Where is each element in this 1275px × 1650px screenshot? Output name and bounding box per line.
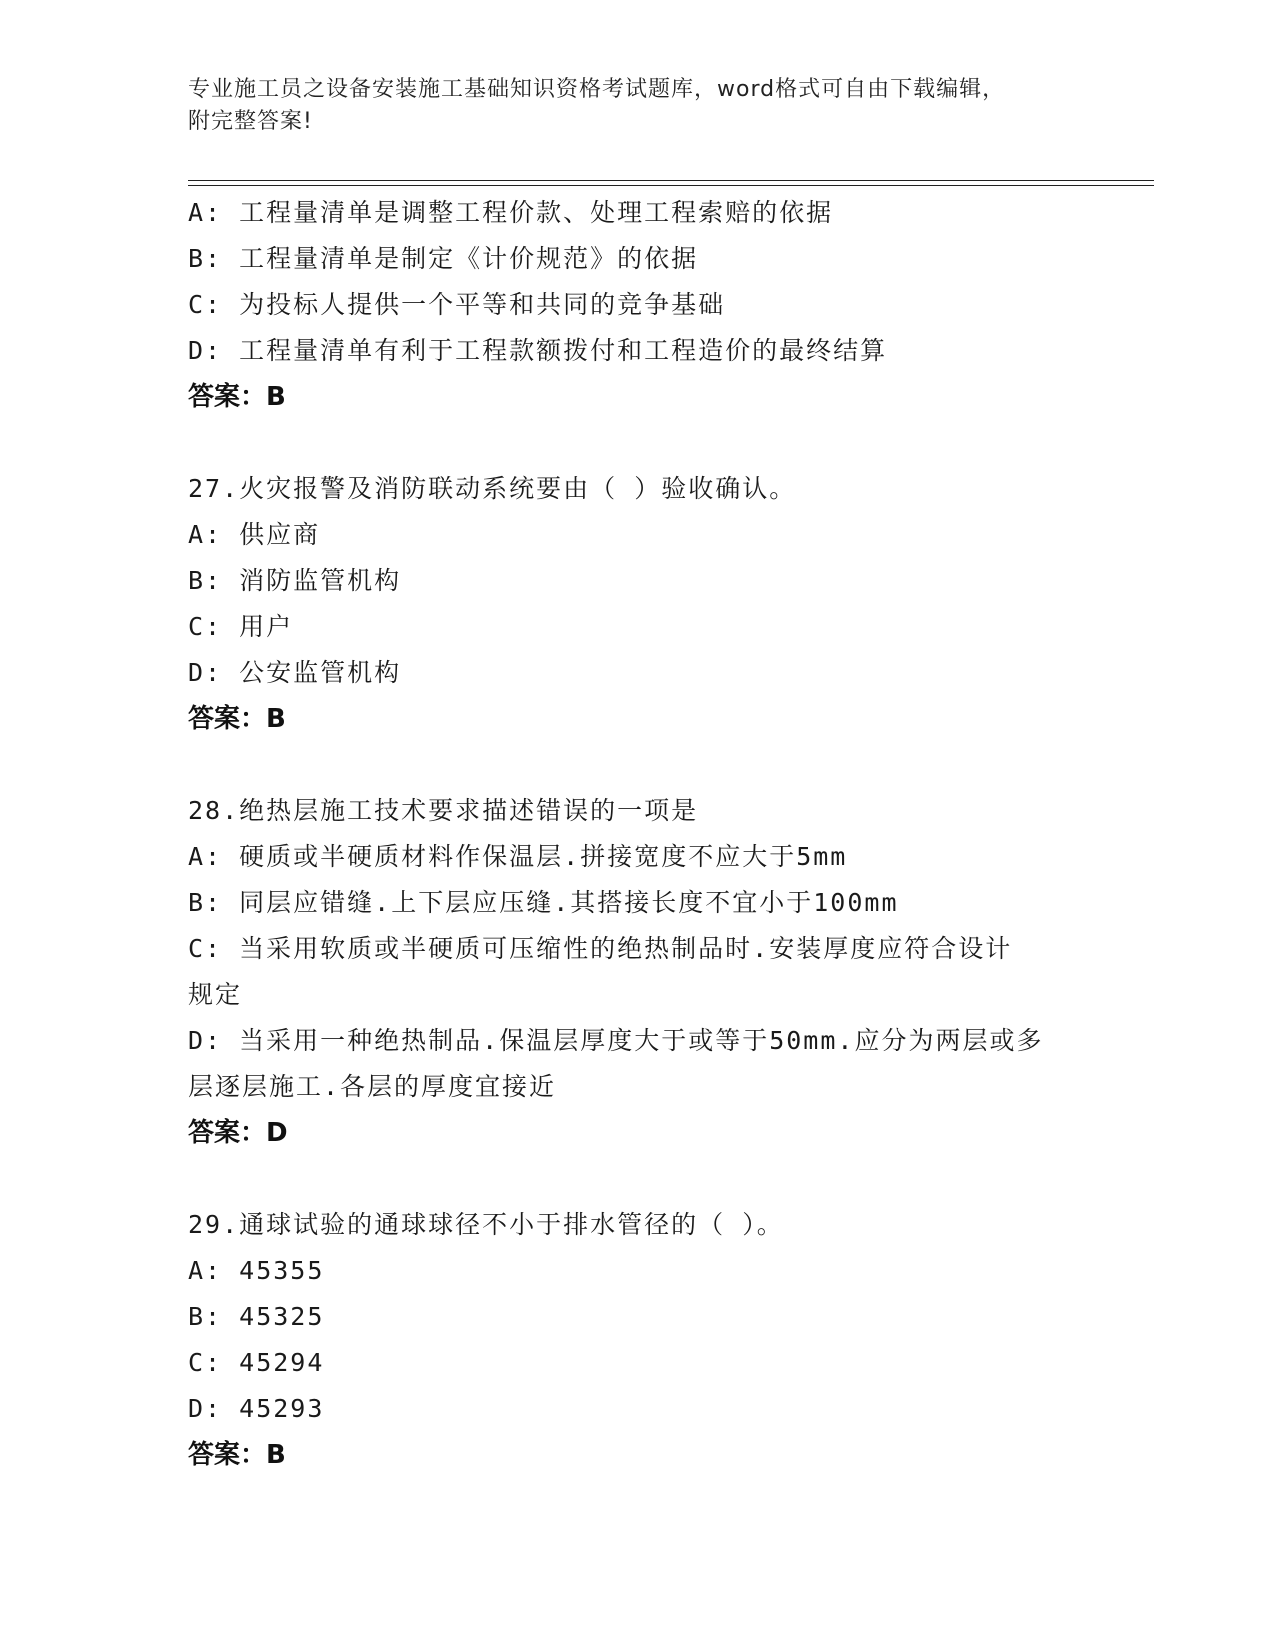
question-26 — [188, 190, 1088, 420]
option-d: D: 45293 — [188, 1394, 325, 1423]
header-line-2: 附完整答案! — [188, 109, 313, 134]
question-29 — [188, 1202, 1088, 1478]
answer: 答案：B — [188, 704, 286, 734]
question-27 — [188, 466, 1088, 742]
option-a: A: 供应商 — [188, 520, 321, 549]
option-c: C: 为投标人提供一个平等和共同的竞争基础 — [188, 290, 726, 319]
question-stem: 28.绝热层施工技术要求描述错误的一项是 — [188, 796, 699, 825]
spacer — [188, 420, 1088, 466]
answer: 答案：B — [188, 382, 286, 412]
header-line-1: 专业施工员之设备安装施工基础知识资格考试题库，word格式可自由下载编辑， — [188, 77, 1006, 102]
question-list — [188, 190, 1088, 1478]
option-c-line-1: C: 当采用软质或半硬质可压缩性的绝热制品时.安装厚度应符合设计 — [188, 934, 1013, 963]
answer: 答案：D — [188, 1118, 288, 1148]
option-a: A: 45355 — [188, 1256, 325, 1285]
option-c: C: 45294 — [188, 1348, 325, 1377]
option-b: B: 同层应错缝.上下层应压缝.其搭接长度不宜小于100mm — [188, 888, 899, 917]
spacer — [188, 742, 1088, 788]
option-c: C: 用户 — [188, 612, 294, 641]
option-d-line-1: D: 当采用一种绝热制品.保温层厚度大于或等于50mm.应分为两层或多 — [188, 1026, 1044, 1055]
answer: 答案：B — [188, 1440, 286, 1470]
question-stem: 27.火灾报警及消防联动系统要由（ ）验收确认。 — [188, 474, 797, 503]
document-header — [188, 74, 1088, 138]
option-b: B: 消防监管机构 — [188, 566, 402, 595]
option-a: A: 硬质或半硬质材料作保温层.拼接宽度不应大于5mm — [188, 842, 848, 871]
option-b: B: 45325 — [188, 1302, 325, 1331]
question-28 — [188, 788, 1088, 1156]
option-d: D: 工程量清单有利于工程款额拨付和工程造价的最终结算 — [188, 336, 888, 365]
option-d: D: 公安监管机构 — [188, 658, 402, 687]
header-double-rule — [188, 180, 1154, 186]
option-b: B: 工程量清单是制定《计价规范》的依据 — [188, 244, 699, 273]
spacer — [188, 1156, 1088, 1202]
option-c-line-2: 规定 — [188, 980, 243, 1009]
option-a: A: 工程量清单是调整工程价款、处理工程索赔的依据 — [188, 198, 834, 227]
question-stem: 29.通球试验的通球球径不小于排水管径的（ ）。 — [188, 1210, 784, 1239]
option-d-line-2: 层逐层施工.各层的厚度宜接近 — [188, 1072, 557, 1101]
